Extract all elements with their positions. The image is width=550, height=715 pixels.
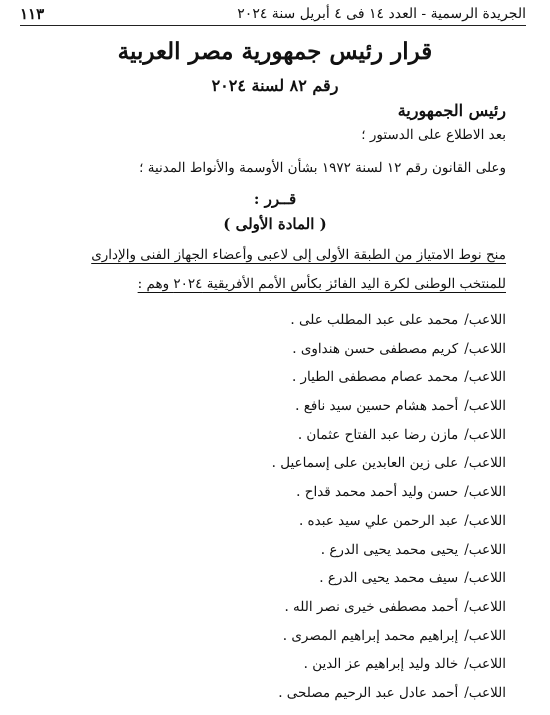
- article-text-line-2: للمنتخب الوطنى لكرة اليد الفائز بكأس الأمم الأفريقية ٢٠٢٤ وهم :: [137, 276, 506, 292]
- player-prefix: اللاعب/: [464, 656, 506, 673]
- player-name: سيف محمد يحيى الدرع .: [319, 570, 459, 587]
- gazette-issue-line: الجريدة الرسمية - العدد ١٤ فى ٤ أبريل سنة ٢٠٢٤: [237, 6, 526, 22]
- player-name: كريم مصطفى حسن هنداوى .: [292, 340, 459, 357]
- decree-heading: قــرر :: [253, 190, 297, 208]
- list-item: [40, 478, 506, 507]
- list-item: [40, 335, 506, 364]
- player-name: مازن رضا عبد الفتاح عثمان .: [297, 426, 459, 443]
- header-rule: [20, 25, 526, 26]
- player-name: أحمد هشام حسين سيد نافع .: [295, 398, 459, 415]
- player-name: إبراهيم محمد إبراهيم المصرى .: [282, 627, 459, 644]
- player-prefix: اللاعب/: [464, 312, 506, 328]
- list-item: [40, 536, 506, 565]
- player-prefix: اللاعب/: [464, 541, 506, 558]
- player-name: يحيى محمد يحيى الدرع .: [320, 541, 459, 558]
- player-name: أحمد عادل عبد الرحيم مصلحى .: [278, 684, 459, 701]
- list-item: [40, 564, 506, 593]
- issuer-heading: رئيس الجمهورية: [397, 101, 506, 120]
- list-item: [40, 306, 506, 335]
- player-name: محمد عصام مصطفى الطيار .: [291, 369, 459, 386]
- list-item: [40, 507, 506, 536]
- player-prefix: اللاعب/: [464, 426, 506, 443]
- decree-title: قرار رئيس جمهورية مصر العربية: [117, 38, 433, 65]
- player-prefix: اللاعب/: [464, 455, 506, 472]
- player-prefix: اللاعب/: [464, 627, 506, 644]
- player-name: خالد وليد إبراهيم عز الدين .: [303, 656, 459, 673]
- recital-law: وعلى القانون رقم ١٢ لسنة ١٩٧٢ بشأن الأوسمة والأنواط المدنية ؛: [139, 160, 506, 176]
- list-item: [40, 363, 506, 392]
- player-name: محمد على عبد المطلب على .: [290, 312, 459, 328]
- list-item: [40, 449, 506, 478]
- player-prefix: اللاعب/: [464, 340, 506, 357]
- player-name: على زين العابدين على إسماعيل .: [271, 455, 459, 472]
- player-name: أحمد مصطفى خيرى نصر الله .: [284, 598, 459, 615]
- list-item: [40, 679, 506, 708]
- recital-constitution: بعد الاطلاع على الدستور ؛: [361, 127, 506, 143]
- player-prefix: اللاعب/: [464, 598, 506, 615]
- list-item: [40, 421, 506, 450]
- running-header: [20, 4, 526, 24]
- player-prefix: اللاعب/: [464, 484, 506, 501]
- player-prefix: اللاعب/: [464, 512, 506, 529]
- player-name: عبد الرحمن علي سيد عبده .: [298, 512, 459, 529]
- player-prefix: اللاعب/: [464, 398, 506, 415]
- article-text-line-1: منح نوط الامتياز من الطبقة الأولى إلى لاعبى وأعضاء الجهاز الفنى والإدارى: [91, 247, 506, 263]
- player-prefix: اللاعب/: [464, 570, 506, 587]
- list-item: [40, 622, 506, 651]
- list-item: [40, 593, 506, 622]
- list-item: [40, 392, 506, 421]
- page-number: ١١٣: [20, 5, 45, 23]
- players-list: [40, 306, 506, 708]
- list-item: [40, 650, 506, 679]
- player-prefix: اللاعب/: [464, 684, 506, 701]
- player-name: حسن وليد أحمد محمد قداح .: [296, 484, 459, 501]
- decree-number: رقم ٨٢ لسنة ٢٠٢٤: [211, 76, 339, 95]
- player-prefix: اللاعب/: [464, 369, 506, 386]
- article-title: ( المادة الأولى ): [223, 215, 327, 233]
